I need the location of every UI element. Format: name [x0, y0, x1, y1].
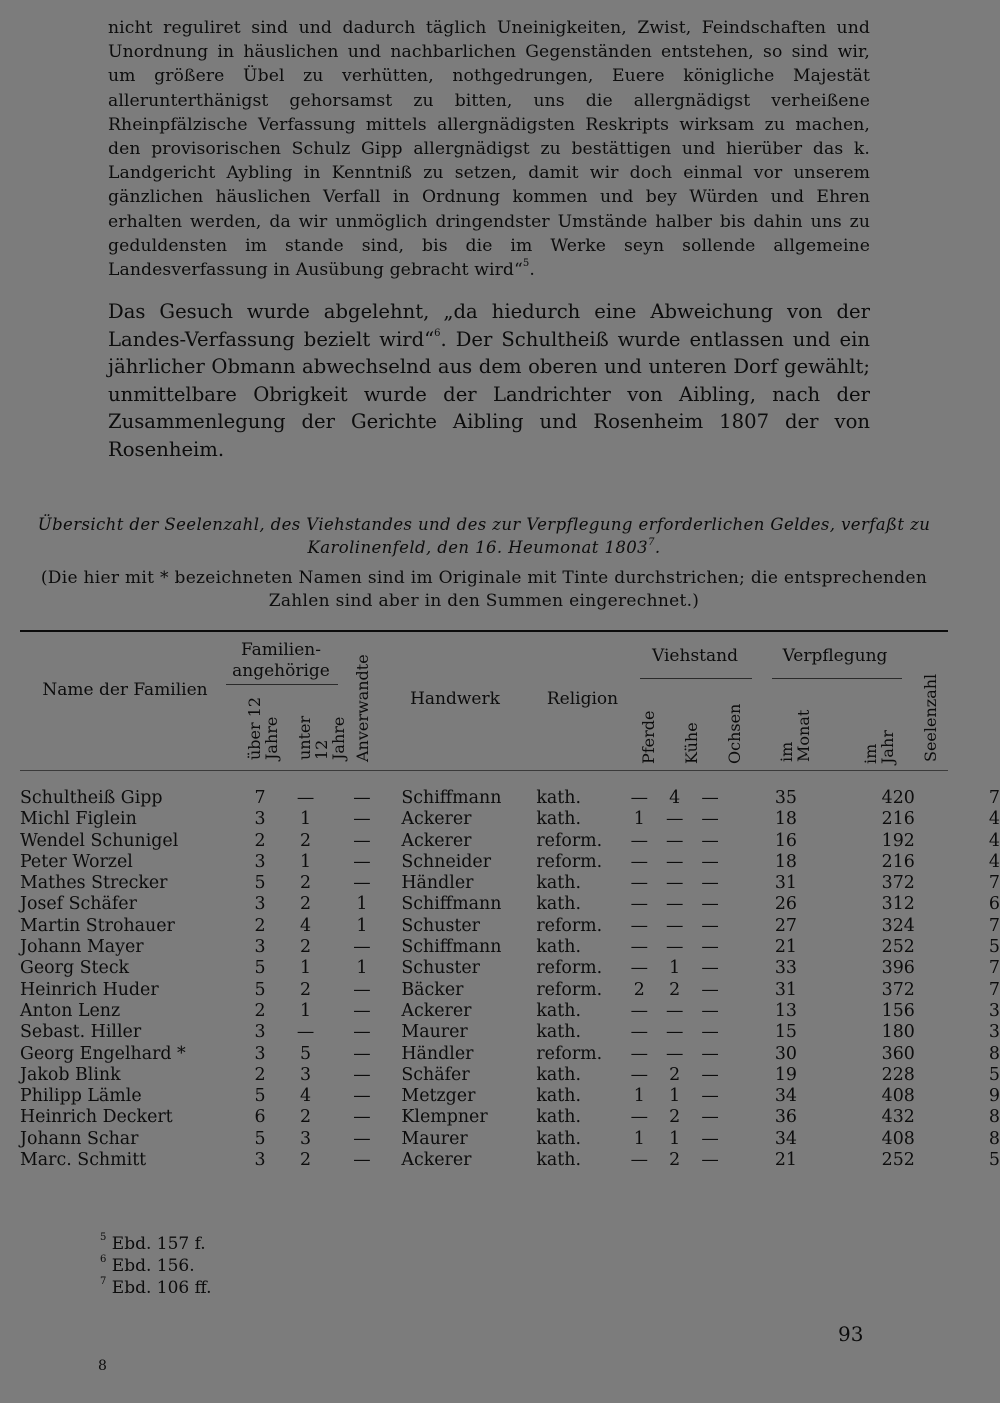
- cell-anv: —: [353, 937, 371, 958]
- cell-pferde: —: [630, 851, 648, 872]
- cell-name: Peter Worzel: [20, 851, 133, 872]
- cell-ochsen: —: [701, 1000, 719, 1021]
- cell-anv: 1: [356, 958, 368, 979]
- cell-kuehe: —: [665, 1022, 684, 1043]
- body-text-a: Das Gesuch wurde abgelehnt, „da hiedurch eine Abweichung von der Landes-Verfassung bezielt wird“: [108, 300, 870, 351]
- cell-handwerk: Schuster: [401, 915, 480, 936]
- cell-jahr: 432: [881, 1107, 915, 1128]
- quote-text: nicht reguliret sind und dadurch täglich Uneinigkeiten, Zwist, Feindschaften und Unordnung in häuslichen und nachbarlichen Gegenständen entstehen, so sind wir, um größere Übel zu verhütten, nothgedrungen, Euere königliche Majestät allerunterthänigst gehorsamst zu bitten, uns die allergnädigst verheißene Rheinpfälzische Verfassung mittels allergnädigsten Reskripts wirksam zu machen, den provisorischen Schulz Gipp allergnädigst zu bestättigen und hierüber das k. Landgericht Aybling in Kenntniß zu setzen, damit wir doch einmal vor unserem gänzlichen häuslichen Verfall in Ordnung kommen und bey Würden und Ehren erhalten werden, da wir unmöglich dringendster Umstände halber bis dahin uns zu geduldensten im stande sind, bis die im Werke seyn sollende allgemeine Landesverfassung in Ausübung gebracht wird“: [108, 18, 870, 281]
- header-familien: Familien-angehörige: [232, 640, 330, 681]
- cell-jahr: 360: [881, 1043, 915, 1064]
- cell-anv: —: [353, 1064, 371, 1085]
- cell-monat: 19: [774, 1064, 797, 1085]
- cell-pferde: 2: [633, 979, 645, 1000]
- cell-monat: 15: [774, 1022, 797, 1043]
- cell-handwerk: Schäfer: [401, 1064, 470, 1085]
- cell-handwerk: Schuster: [401, 958, 480, 979]
- table-row: [20, 894, 1000, 915]
- cell-ochsen: —: [701, 809, 719, 830]
- cell-ochsen: —: [701, 1043, 719, 1064]
- cell-kuehe: 1: [669, 1128, 681, 1149]
- cell-monat: 31: [774, 873, 797, 894]
- cell-pferde: —: [630, 1000, 648, 1021]
- cell-handwerk: Händler: [401, 1043, 474, 1064]
- cell-unter: 2: [300, 830, 312, 851]
- cell-jahr: 216: [881, 809, 915, 830]
- cell-anv: 1: [356, 894, 368, 915]
- cell-seelen: 7: [988, 979, 1000, 1000]
- cell-religion: kath.: [536, 873, 581, 894]
- cell-pferde: —: [630, 873, 648, 894]
- cell-kuehe: —: [665, 873, 684, 894]
- header-name: Name der Familien: [42, 680, 208, 700]
- cell-ochsen: —: [701, 1107, 719, 1128]
- table-top-rule: [20, 630, 948, 632]
- cell-kuehe: 2: [669, 979, 681, 1000]
- cell-ochsen: —: [701, 1022, 719, 1043]
- cell-ueber: 5: [254, 1086, 266, 1107]
- cell-handwerk: Maurer: [401, 1128, 468, 1149]
- cell-jahr: 408: [881, 1128, 915, 1149]
- table-row: [20, 1065, 1000, 1086]
- header-jahr: im Jahr: [861, 730, 897, 764]
- cell-anv: —: [353, 1086, 371, 1107]
- cell-monat: 18: [774, 851, 797, 872]
- cell-unter: 2: [300, 1107, 312, 1128]
- cell-kuehe: 4: [669, 788, 681, 808]
- table-caption: Übersicht der Seelenzahl, des Viehstandes und des zur Verpflegung erforderlichen Geldes, verfaßt zu Karolinenfeld, den 16. Heumonat 1803$^7$.: [37, 515, 931, 557]
- cell-religion: reform.: [536, 851, 603, 872]
- table-row: [20, 873, 1000, 894]
- cell-monat: 21: [774, 937, 797, 958]
- cell-handwerk: Maurer: [401, 1022, 468, 1043]
- header-religion: Religion: [546, 689, 619, 709]
- cell-jahr: 180: [881, 1022, 915, 1043]
- cell-handwerk: Ackerer: [401, 830, 472, 851]
- cell-name: Georg Engelhard *: [20, 1043, 186, 1064]
- cell-pferde: —: [630, 958, 648, 979]
- cell-religion: kath.: [536, 1086, 581, 1107]
- header-ueber: über 12 Jahre: [245, 696, 281, 760]
- cell-name: Wendel Schunigel: [20, 830, 179, 851]
- cell-ochsen: —: [701, 1064, 719, 1085]
- cell-unter: 1: [300, 1000, 312, 1021]
- header-handwerk: Handwerk: [410, 689, 500, 709]
- cell-unter: —: [296, 1022, 315, 1043]
- cell-jahr: 408: [881, 1086, 915, 1107]
- cell-seelen: 8: [988, 1107, 1000, 1128]
- table-row: [20, 1022, 1000, 1043]
- cell-kuehe: 1: [669, 958, 681, 979]
- body-text-b: . Der Schultheiß wurde entlassen und ein jährlicher Obmann abwechselnd aus dem oberen und unteren Dorf gewählt; unmittelbare Obrigkeit wurde der Landrichter von Aibling, nach der Zusammenlegung der Gerichte Aibling und Rosenheim 1807 der von Rosenheim.: [108, 327, 870, 461]
- table-row: [20, 809, 1000, 830]
- cell-handwerk: Ackerer: [401, 809, 472, 830]
- cell-monat: 34: [774, 1128, 797, 1149]
- cell-name: Heinrich Deckert: [20, 1107, 173, 1128]
- cell-religion: reform.: [536, 830, 603, 851]
- cell-anv: —: [353, 809, 371, 830]
- cell-pferde: —: [630, 894, 648, 915]
- cell-ueber: 2: [254, 830, 266, 851]
- cell-ochsen: —: [701, 894, 719, 915]
- viehstand-rule: [640, 678, 752, 679]
- table-row: [20, 831, 1000, 852]
- cell-monat: 36: [774, 1107, 797, 1128]
- cell-unter: 5: [300, 1043, 312, 1064]
- header-pferde: Pferde: [639, 710, 658, 764]
- cell-name: Johann Schar: [20, 1128, 139, 1149]
- cell-monat: 18: [774, 809, 797, 830]
- header-kuehe: Kühe: [682, 722, 701, 764]
- cell-pferde: 1: [633, 1086, 645, 1107]
- cell-religion: kath.: [536, 788, 581, 808]
- header-unter: unter 12 Jahre: [295, 715, 348, 760]
- table-row: [20, 1001, 1000, 1022]
- cell-ueber: 3: [254, 937, 266, 958]
- cell-religion: reform.: [536, 958, 603, 979]
- cell-ochsen: —: [701, 915, 719, 936]
- signature-mark: 8: [98, 1358, 107, 1374]
- footnote-6: $^6$ Ebd. 156.: [100, 1254, 195, 1276]
- cell-jahr: 252: [881, 937, 915, 958]
- footnote-7: $^7$ Ebd. 106 ff.: [100, 1276, 212, 1298]
- quote-paragraph: nicht reguliret sind und dadurch täglich Uneinigkeiten, Zwist, Feindschaften und Unordnung in häuslichen und nachbarlichen Gegenständen entstehen, so sind wir, um größere Übel zu verhütten, nothgedrungen, Euere königliche Majestät allerunterthänigst gehorsamst zu bitten, uns die allergnädigst verheißene Rheinpfälzische Verfassung mittels allergnädigsten Reskripts wirksam zu machen, den provisorischen Schulz Gipp allergnädigst zu bestättigen und hierüber das k. Landgericht Aybling in Kenntniß zu setzen, damit wir doch einmal vor unserem gänzlichen häuslichen Verfall in Ordnung kommen und bey Würden und Ehren erhalten werden, da wir unmöglich dringendster Umstände halber bis dahin uns zu geduldensten im stande sind, bis die im Werke seyn sollende allgemeine Landesverfassung in Ausübung gebracht wird“$^5$.: [108, 18, 870, 281]
- cell-kuehe: —: [665, 937, 684, 958]
- cell-religion: kath.: [536, 1128, 581, 1149]
- cell-seelen: 7: [988, 873, 1000, 894]
- cell-ueber: 2: [254, 915, 266, 936]
- cell-handwerk: Schiffmann: [401, 937, 502, 958]
- cell-ueber: 3: [254, 851, 266, 872]
- cell-seelen: 4: [988, 851, 1000, 872]
- cell-unter: 1: [300, 958, 312, 979]
- cell-pferde: 1: [633, 809, 645, 830]
- cell-name: Michl Figlein: [20, 809, 137, 830]
- cell-monat: 21: [774, 1150, 797, 1171]
- cell-monat: 31: [774, 979, 797, 1000]
- cell-seelen: 7: [988, 915, 1000, 936]
- cell-name: Mathes Strecker: [20, 873, 168, 894]
- cell-handwerk: Ackerer: [401, 1150, 472, 1171]
- table-row: [20, 1129, 1000, 1150]
- cell-ochsen: —: [701, 937, 719, 958]
- cell-ochsen: —: [701, 830, 719, 851]
- footnote-ref-6: 6: [434, 328, 441, 340]
- cell-seelen: 9: [988, 1086, 1000, 1107]
- population-table: [20, 788, 1000, 1171]
- cell-ueber: 5: [254, 873, 266, 894]
- body-paragraph: [108, 298, 870, 464]
- cell-unter: 2: [300, 873, 312, 894]
- header-ochsen: Ochsen: [725, 703, 744, 764]
- cell-jahr: 192: [881, 830, 915, 851]
- cell-seelen: 6: [988, 894, 1000, 915]
- cell-ueber: 3: [254, 1150, 266, 1171]
- cell-jahr: 252: [881, 1150, 915, 1171]
- cell-anv: —: [353, 873, 371, 894]
- cell-handwerk: Händler: [401, 873, 474, 894]
- footnote-5: $^5$ Ebd. 157 f.: [100, 1232, 206, 1254]
- cell-seelen: 5: [988, 937, 1000, 958]
- cell-name: Johann Mayer: [20, 937, 144, 958]
- table-row: [20, 788, 1000, 809]
- cell-pferde: —: [630, 1043, 648, 1064]
- cell-handwerk: Metzger: [401, 1086, 476, 1107]
- cell-ueber: 2: [254, 1064, 266, 1085]
- cell-seelen: 7: [988, 788, 1000, 808]
- cell-name: Anton Lenz: [20, 1000, 121, 1021]
- cell-unter: 2: [300, 1150, 312, 1171]
- cell-anv: —: [353, 851, 371, 872]
- cell-religion: kath.: [536, 1150, 581, 1171]
- cell-kuehe: —: [665, 915, 684, 936]
- cell-ochsen: —: [701, 1150, 719, 1171]
- cell-ochsen: —: [701, 788, 719, 808]
- cell-religion: kath.: [536, 1064, 581, 1085]
- cell-ueber: 5: [254, 979, 266, 1000]
- cell-ueber: 5: [254, 1128, 266, 1149]
- cell-kuehe: —: [665, 1043, 684, 1064]
- familien-rule: [226, 684, 338, 685]
- cell-ochsen: —: [701, 873, 719, 894]
- cell-handwerk: Klempner: [401, 1107, 488, 1128]
- cell-ochsen: —: [701, 958, 719, 979]
- cell-monat: 34: [774, 1086, 797, 1107]
- cell-unter: 4: [300, 915, 312, 936]
- cell-monat: 30: [774, 1043, 797, 1064]
- cell-name: Jakob Blink: [20, 1064, 121, 1085]
- cell-religion: kath.: [536, 894, 581, 915]
- cell-ueber: 5: [254, 958, 266, 979]
- cell-religion: kath.: [536, 1000, 581, 1021]
- cell-jahr: 372: [881, 979, 915, 1000]
- cell-anv: —: [353, 1150, 371, 1171]
- table-row: [20, 916, 1000, 937]
- cell-pferde: —: [630, 1022, 648, 1043]
- cell-religion: kath.: [536, 1107, 581, 1128]
- cell-ueber: 3: [254, 894, 266, 915]
- cell-kuehe: —: [665, 851, 684, 872]
- verpflegung-rule: [772, 678, 902, 679]
- cell-unter: 2: [300, 979, 312, 1000]
- cell-kuehe: 2: [669, 1107, 681, 1128]
- cell-jahr: 216: [881, 851, 915, 872]
- cell-anv: —: [353, 1000, 371, 1021]
- cell-religion: kath.: [536, 937, 581, 958]
- cell-ueber: 3: [254, 1022, 266, 1043]
- cell-name: Schultheiß Gipp: [20, 788, 163, 808]
- header-verpflegung: Verpflegung: [782, 646, 888, 666]
- cell-monat: 26: [774, 894, 797, 915]
- header-anverwandte: Anverwandte: [353, 654, 372, 762]
- header-monat: im Monat: [777, 709, 813, 762]
- header-viehstand: Viehstand: [652, 646, 738, 666]
- cell-ueber: 3: [254, 1043, 266, 1064]
- table-row: [20, 1107, 1000, 1128]
- cell-name: Josef Schäfer: [20, 894, 137, 915]
- table-row: [20, 1044, 1000, 1065]
- cell-ochsen: —: [701, 1128, 719, 1149]
- cell-kuehe: 1: [669, 1086, 681, 1107]
- cell-pferde: —: [630, 1150, 648, 1171]
- cell-seelen: 4: [988, 830, 1000, 851]
- cell-seelen: 5: [988, 1064, 1000, 1085]
- cell-jahr: 228: [881, 1064, 915, 1085]
- cell-ochsen: —: [701, 851, 719, 872]
- cell-anv: —: [353, 830, 371, 851]
- cell-ueber: 6: [254, 1107, 266, 1128]
- cell-seelen: 4: [988, 809, 1000, 830]
- cell-unter: 2: [300, 937, 312, 958]
- cell-jahr: 372: [881, 873, 915, 894]
- cell-monat: 27: [774, 915, 797, 936]
- cell-seelen: 8: [988, 1043, 1000, 1064]
- cell-unter: —: [296, 788, 315, 808]
- cell-name: Martin Strohauer: [20, 915, 175, 936]
- table-row: [20, 1086, 1000, 1107]
- header-seelenzahl: Seelenzahl: [921, 673, 940, 762]
- cell-jahr: 156: [881, 1000, 915, 1021]
- cell-jahr: 396: [881, 958, 915, 979]
- cell-jahr: 324: [881, 915, 915, 936]
- table-row: [20, 980, 1000, 1001]
- cell-jahr: 312: [881, 894, 915, 915]
- cell-unter: 3: [300, 1064, 312, 1085]
- cell-anv: —: [353, 1128, 371, 1149]
- cell-handwerk: Schneider: [401, 851, 492, 872]
- cell-anv: —: [353, 1022, 371, 1043]
- cell-anv: —: [353, 788, 371, 808]
- table-row: [20, 937, 1000, 958]
- cell-unter: 1: [300, 809, 312, 830]
- cell-kuehe: 2: [669, 1064, 681, 1085]
- cell-seelen: 5: [988, 1150, 1000, 1171]
- cell-name: Georg Steck: [20, 958, 130, 979]
- cell-unter: 2: [300, 894, 312, 915]
- cell-monat: 35: [774, 788, 797, 808]
- cell-religion: kath.: [536, 809, 581, 830]
- page-number: 93: [838, 1322, 864, 1346]
- cell-seelen: 7: [988, 958, 1000, 979]
- cell-handwerk: Ackerer: [401, 1000, 472, 1021]
- footnote-ref-5: 5: [522, 258, 530, 270]
- cell-kuehe: —: [665, 809, 684, 830]
- cell-anv: —: [353, 1107, 371, 1128]
- cell-name: Marc. Schmitt: [20, 1150, 147, 1171]
- cell-religion: reform.: [536, 915, 603, 936]
- cell-kuehe: 2: [669, 1150, 681, 1171]
- cell-monat: 13: [774, 1000, 797, 1021]
- cell-handwerk: Schiffmann: [401, 894, 502, 915]
- cell-religion: reform.: [536, 979, 603, 1000]
- cell-anv: —: [353, 1043, 371, 1064]
- cell-kuehe: —: [665, 830, 684, 851]
- cell-ueber: 3: [254, 809, 266, 830]
- cell-anv: —: [353, 979, 371, 1000]
- cell-seelen: 3: [988, 1000, 1000, 1021]
- footnote-ref-7: 7: [648, 536, 655, 548]
- cell-religion: reform.: [536, 1043, 603, 1064]
- table-title: Übersicht der Seelenzahl, des Viehstandes und des zur Verpflegung erforderlichen Geldes, verfaßt zu Karolinenfeld, den 16. Heumonat 1803: [37, 515, 931, 557]
- cell-unter: 4: [300, 1086, 312, 1107]
- cell-anv: 1: [356, 915, 368, 936]
- cell-pferde: —: [630, 1107, 648, 1128]
- cell-handwerk: Bäcker: [401, 979, 464, 1000]
- table-row: [20, 1150, 1000, 1171]
- cell-ochsen: —: [701, 1086, 719, 1107]
- footnotes: [100, 1233, 212, 1299]
- cell-pferde: 1: [633, 1128, 645, 1149]
- cell-unter: 3: [300, 1128, 312, 1149]
- cell-religion: kath.: [536, 1022, 581, 1043]
- cell-ueber: 7: [254, 788, 266, 808]
- cell-unter: 1: [300, 851, 312, 872]
- cell-name: Philipp Lämle: [20, 1086, 142, 1107]
- cell-pferde: —: [630, 915, 648, 936]
- cell-kuehe: —: [665, 894, 684, 915]
- table-row: [20, 852, 1000, 873]
- cell-ueber: 2: [254, 1000, 266, 1021]
- table-row: [20, 958, 1000, 979]
- cell-monat: 33: [774, 958, 797, 979]
- cell-kuehe: —: [665, 1000, 684, 1021]
- cell-name: Sebast. Hiller: [20, 1022, 142, 1043]
- cell-pferde: —: [630, 830, 648, 851]
- table-header-rule: [20, 770, 948, 771]
- cell-pferde: —: [630, 788, 648, 808]
- cell-pferde: —: [630, 937, 648, 958]
- cell-pferde: —: [630, 1064, 648, 1085]
- cell-name: Heinrich Huder: [20, 979, 159, 1000]
- cell-monat: 16: [774, 830, 797, 851]
- table-note: (Die hier mit * bezeichneten Namen sind im Originale mit Tinte durchstrichen; die entsprechenden Zahlen sind aber in den Summen eingerechnet.): [40, 568, 928, 611]
- cell-handwerk: Schiffmann: [401, 788, 502, 808]
- cell-jahr: 420: [881, 788, 915, 808]
- cell-seelen: 8: [988, 1128, 1000, 1149]
- cell-seelen: 3: [988, 1022, 1000, 1043]
- cell-ochsen: —: [701, 979, 719, 1000]
